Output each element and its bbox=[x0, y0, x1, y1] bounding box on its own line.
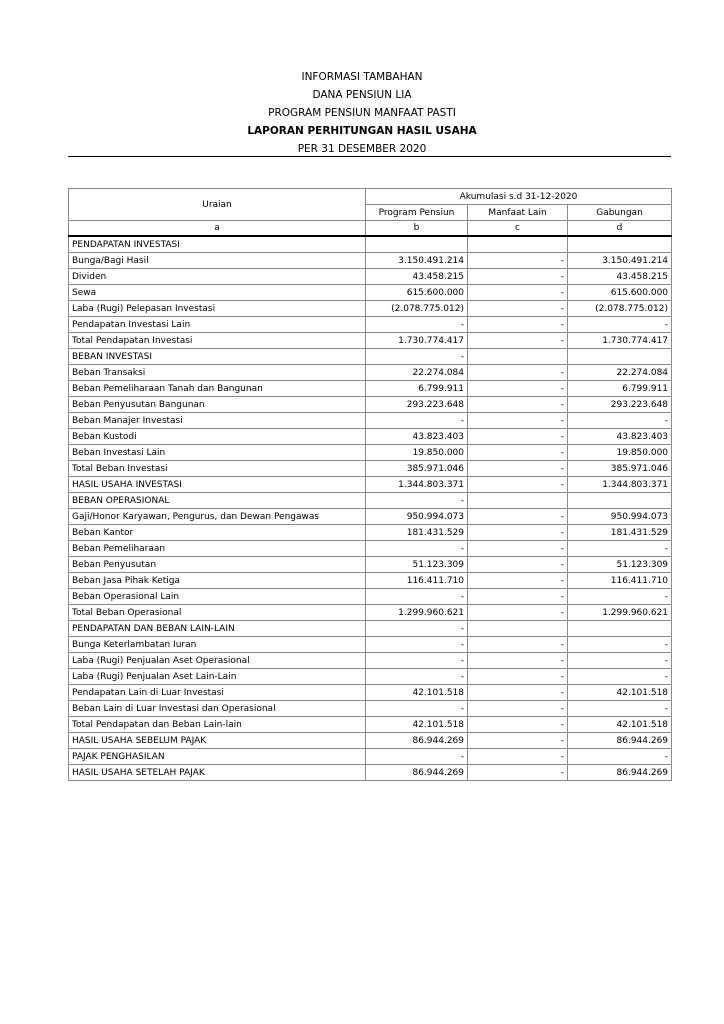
value-manfaat-lain: - bbox=[468, 605, 568, 621]
value-gabungan: 615.600.000 bbox=[568, 285, 672, 301]
table-row bbox=[69, 685, 672, 701]
table-row bbox=[69, 493, 672, 509]
column-header-uraian: Uraian bbox=[69, 189, 366, 221]
value-manfaat-lain: - bbox=[468, 269, 568, 285]
value-gabungan: 1.730.774.417 bbox=[568, 333, 672, 349]
value-gabungan: 42.101.518 bbox=[568, 685, 672, 701]
value-manfaat-lain: - bbox=[468, 397, 568, 413]
table-row bbox=[69, 701, 672, 717]
value-manfaat-lain bbox=[468, 349, 568, 365]
table-row bbox=[69, 749, 672, 765]
table-row bbox=[69, 429, 672, 445]
row-label: Beban Penyusutan Bangunan bbox=[69, 397, 366, 413]
value-program-pensiun: - bbox=[366, 493, 468, 509]
value-manfaat-lain: - bbox=[468, 589, 568, 605]
row-label: Beban Penyusutan bbox=[69, 557, 366, 573]
value-manfaat-lain: - bbox=[468, 301, 568, 317]
table-row bbox=[69, 413, 672, 429]
table-row bbox=[69, 637, 672, 653]
report-header bbox=[0, 68, 724, 158]
value-manfaat-lain: - bbox=[468, 445, 568, 461]
value-gabungan: - bbox=[568, 749, 672, 765]
value-gabungan: 1.299.960.621 bbox=[568, 605, 672, 621]
table-row bbox=[69, 557, 672, 573]
table-body bbox=[69, 236, 672, 781]
value-manfaat-lain: - bbox=[468, 685, 568, 701]
table-row bbox=[69, 253, 672, 269]
table-row bbox=[69, 621, 672, 637]
value-manfaat-lain: - bbox=[468, 541, 568, 557]
value-gabungan bbox=[568, 493, 672, 509]
value-manfaat-lain: - bbox=[468, 477, 568, 493]
income-statement-table bbox=[68, 188, 672, 781]
row-label: Total Beban Operasional bbox=[69, 605, 366, 621]
value-program-pensiun: 22.274.084 bbox=[366, 365, 468, 381]
value-gabungan bbox=[568, 349, 672, 365]
value-program-pensiun: 43.823.403 bbox=[366, 429, 468, 445]
table-row bbox=[69, 653, 672, 669]
value-program-pensiun: 615.600.000 bbox=[366, 285, 468, 301]
value-gabungan: 293.223.648 bbox=[568, 397, 672, 413]
table-row bbox=[69, 301, 672, 317]
row-label: PENDAPATAN DAN BEBAN LAIN-LAIN bbox=[69, 621, 366, 637]
value-program-pensiun: 6.799.911 bbox=[366, 381, 468, 397]
report-period: PER 31 DESEMBER 2020 bbox=[297, 143, 427, 155]
value-program-pensiun: - bbox=[366, 621, 468, 637]
table-row bbox=[69, 717, 672, 733]
row-label: Sewa bbox=[69, 285, 366, 301]
value-manfaat-lain: - bbox=[468, 381, 568, 397]
table-row bbox=[69, 605, 672, 621]
row-label: Beban Manajer Investasi bbox=[69, 413, 366, 429]
value-program-pensiun: - bbox=[366, 653, 468, 669]
value-gabungan: 6.799.911 bbox=[568, 381, 672, 397]
value-manfaat-lain bbox=[468, 493, 568, 509]
value-program-pensiun: - bbox=[366, 541, 468, 557]
value-gabungan: 1.344.803.371 bbox=[568, 477, 672, 493]
value-manfaat-lain: - bbox=[468, 365, 568, 381]
header-divider bbox=[68, 156, 671, 157]
value-gabungan: 86.944.269 bbox=[568, 733, 672, 749]
value-program-pensiun: - bbox=[366, 701, 468, 717]
row-label: Beban Lain di Luar Investasi dan Operasional bbox=[69, 701, 366, 717]
value-program-pensiun: 116.411.710 bbox=[366, 573, 468, 589]
value-program-pensiun: 43.458.215 bbox=[366, 269, 468, 285]
header-line-2: DANA PENSIUN LIA bbox=[312, 89, 412, 101]
value-manfaat-lain: - bbox=[468, 653, 568, 669]
value-program-pensiun: - bbox=[366, 317, 468, 333]
value-program-pensiun: 86.944.269 bbox=[366, 733, 468, 749]
table-row bbox=[69, 589, 672, 605]
row-label: Beban Operasional Lain bbox=[69, 589, 366, 605]
value-gabungan: 385.971.046 bbox=[568, 461, 672, 477]
value-gabungan: - bbox=[568, 589, 672, 605]
value-manfaat-lain: - bbox=[468, 557, 568, 573]
table-row bbox=[69, 733, 672, 749]
value-gabungan: 116.411.710 bbox=[568, 573, 672, 589]
value-program-pensiun: - bbox=[366, 749, 468, 765]
table-row bbox=[69, 509, 672, 525]
table-row bbox=[69, 541, 672, 557]
row-label: Beban Pemeliharaan Tanah dan Bangunan bbox=[69, 381, 366, 397]
value-program-pensiun: - bbox=[366, 637, 468, 653]
row-label: PENDAPATAN INVESTASI bbox=[69, 236, 366, 253]
value-gabungan: - bbox=[568, 653, 672, 669]
value-manfaat-lain: - bbox=[468, 333, 568, 349]
value-manfaat-lain bbox=[468, 236, 568, 253]
table-row bbox=[69, 349, 672, 365]
table-row bbox=[69, 525, 672, 541]
row-label: BEBAN INVESTASI bbox=[69, 349, 366, 365]
table-row bbox=[69, 317, 672, 333]
column-letter-d: d bbox=[568, 221, 672, 237]
value-manfaat-lain: - bbox=[468, 637, 568, 653]
value-program-pensiun: 51.123.309 bbox=[366, 557, 468, 573]
value-program-pensiun: 293.223.648 bbox=[366, 397, 468, 413]
row-label: Dividen bbox=[69, 269, 366, 285]
value-manfaat-lain: - bbox=[468, 717, 568, 733]
value-program-pensiun: 42.101.518 bbox=[366, 717, 468, 733]
row-label: HASIL USAHA SEBELUM PAJAK bbox=[69, 733, 366, 749]
value-program-pensiun bbox=[366, 236, 468, 253]
column-header-manfaat-lain: Manfaat Lain bbox=[468, 205, 568, 221]
value-gabungan: 181.431.529 bbox=[568, 525, 672, 541]
row-label: Beban Investasi Lain bbox=[69, 445, 366, 461]
value-gabungan: 86.944.269 bbox=[568, 765, 672, 781]
row-label: Bunga Keterlambatan Iuran bbox=[69, 637, 366, 653]
value-program-pensiun: 950.994.073 bbox=[366, 509, 468, 525]
value-manfaat-lain: - bbox=[468, 317, 568, 333]
table-row bbox=[69, 269, 672, 285]
table-row bbox=[69, 573, 672, 589]
row-label: Beban Kantor bbox=[69, 525, 366, 541]
value-manfaat-lain: - bbox=[468, 429, 568, 445]
value-program-pensiun: 1.730.774.417 bbox=[366, 333, 468, 349]
table-row bbox=[69, 236, 672, 253]
value-program-pensiun: - bbox=[366, 413, 468, 429]
column-header-gabungan: Gabungan bbox=[568, 205, 672, 221]
table-row bbox=[69, 445, 672, 461]
value-gabungan: - bbox=[568, 413, 672, 429]
row-label: Beban Jasa Pihak Ketiga bbox=[69, 573, 366, 589]
value-gabungan: 3.150.491.214 bbox=[568, 253, 672, 269]
value-gabungan: - bbox=[568, 317, 672, 333]
row-label: Beban Pemeliharaan bbox=[69, 541, 366, 557]
value-program-pensiun: - bbox=[366, 589, 468, 605]
row-label: PAJAK PENGHASILAN bbox=[69, 749, 366, 765]
value-gabungan bbox=[568, 621, 672, 637]
value-manfaat-lain: - bbox=[468, 749, 568, 765]
value-program-pensiun: 19.850.000 bbox=[366, 445, 468, 461]
row-label: Total Pendapatan dan Beban Lain-lain bbox=[69, 717, 366, 733]
column-header-program-pensiun: Program Pensiun bbox=[366, 205, 468, 221]
value-gabungan: 42.101.518 bbox=[568, 717, 672, 733]
table-row bbox=[69, 285, 672, 301]
report-title: LAPORAN PERHITUNGAN HASIL USAHA bbox=[247, 125, 477, 137]
row-label: Laba (Rugi) Pelepasan Investasi bbox=[69, 301, 366, 317]
value-program-pensiun: - bbox=[366, 349, 468, 365]
column-letter-a: a bbox=[69, 221, 366, 237]
value-gabungan: 43.823.403 bbox=[568, 429, 672, 445]
row-label: Beban Kustodi bbox=[69, 429, 366, 445]
value-program-pensiun: - bbox=[366, 669, 468, 685]
table-row bbox=[69, 461, 672, 477]
row-label: Bunga/Bagi Hasil bbox=[69, 253, 366, 269]
value-manfaat-lain: - bbox=[468, 253, 568, 269]
value-gabungan: - bbox=[568, 541, 672, 557]
value-manfaat-lain: - bbox=[468, 669, 568, 685]
value-manfaat-lain: - bbox=[468, 285, 568, 301]
value-program-pensiun: (2.078.775.012) bbox=[366, 301, 468, 317]
row-label: Pendapatan Investasi Lain bbox=[69, 317, 366, 333]
table-row bbox=[69, 333, 672, 349]
value-gabungan: 19.850.000 bbox=[568, 445, 672, 461]
value-gabungan: - bbox=[568, 637, 672, 653]
row-label: Total Beban Investasi bbox=[69, 461, 366, 477]
value-program-pensiun: 3.150.491.214 bbox=[366, 253, 468, 269]
column-header-akumulasi: Akumulasi s.d 31-12-2020 bbox=[366, 189, 672, 205]
table-row bbox=[69, 397, 672, 413]
row-label: Laba (Rugi) Penjualan Aset Operasional bbox=[69, 653, 366, 669]
value-gabungan bbox=[568, 236, 672, 253]
row-label: Gaji/Honor Karyawan, Pengurus, dan Dewan Pengawas bbox=[69, 509, 366, 525]
value-gabungan: - bbox=[568, 701, 672, 717]
value-gabungan: (2.078.775.012) bbox=[568, 301, 672, 317]
value-gabungan: 22.274.084 bbox=[568, 365, 672, 381]
row-label: BEBAN OPERASIONAL bbox=[69, 493, 366, 509]
table-row bbox=[69, 365, 672, 381]
column-letter-b: b bbox=[366, 221, 468, 237]
value-program-pensiun: 86.944.269 bbox=[366, 765, 468, 781]
row-label: Beban Transaksi bbox=[69, 365, 366, 381]
table-row bbox=[69, 381, 672, 397]
value-manfaat-lain: - bbox=[468, 765, 568, 781]
table-row bbox=[69, 669, 672, 685]
value-program-pensiun: 42.101.518 bbox=[366, 685, 468, 701]
value-manfaat-lain: - bbox=[468, 461, 568, 477]
value-manfaat-lain: - bbox=[468, 573, 568, 589]
value-gabungan: - bbox=[568, 669, 672, 685]
column-letter-c: c bbox=[468, 221, 568, 237]
value-manfaat-lain: - bbox=[468, 525, 568, 541]
value-manfaat-lain: - bbox=[468, 509, 568, 525]
table-row bbox=[69, 765, 672, 781]
header-line-3: PROGRAM PENSIUN MANFAAT PASTI bbox=[268, 107, 456, 119]
value-manfaat-lain: - bbox=[468, 413, 568, 429]
value-program-pensiun: 1.299.960.621 bbox=[366, 605, 468, 621]
row-label: Pendapatan Lain di Luar Investasi bbox=[69, 685, 366, 701]
table-row bbox=[69, 477, 672, 493]
header-line-1: INFORMASI TAMBAHAN bbox=[301, 71, 423, 83]
value-program-pensiun: 181.431.529 bbox=[366, 525, 468, 541]
value-manfaat-lain: - bbox=[468, 701, 568, 717]
row-label: HASIL USAHA SETELAH PAJAK bbox=[69, 765, 366, 781]
value-gabungan: 43.458.215 bbox=[568, 269, 672, 285]
row-label: HASIL USAHA INVESTASI bbox=[69, 477, 366, 493]
value-gabungan: 51.123.309 bbox=[568, 557, 672, 573]
value-gabungan: 950.994.073 bbox=[568, 509, 672, 525]
value-program-pensiun: 385.971.046 bbox=[366, 461, 468, 477]
value-program-pensiun: 1.344.803.371 bbox=[366, 477, 468, 493]
row-label: Total Pendapatan Investasi bbox=[69, 333, 366, 349]
value-manfaat-lain bbox=[468, 621, 568, 637]
row-label: Laba (Rugi) Penjualan Aset Lain-Lain bbox=[69, 669, 366, 685]
value-manfaat-lain: - bbox=[468, 733, 568, 749]
